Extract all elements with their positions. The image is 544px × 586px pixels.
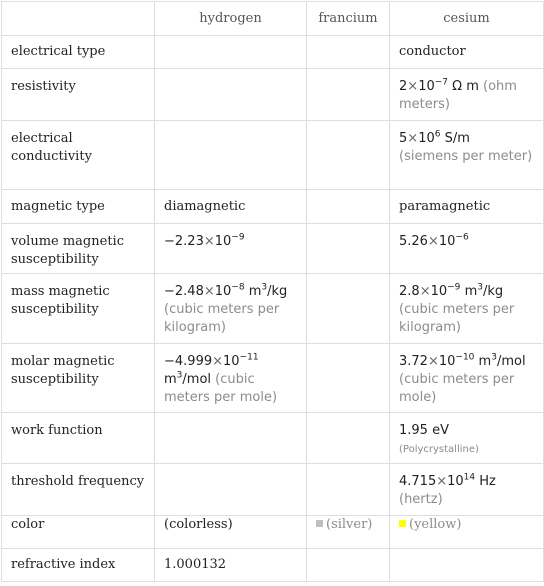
unit: S/m [444, 131, 470, 146]
unit-exponent: 3 [477, 282, 483, 293]
mantissa: 5.26 [399, 234, 428, 249]
cell-cesium [390, 344, 544, 413]
table-row [2, 224, 544, 274]
cell-francium [307, 516, 390, 549]
row-label: magnetic type [2, 190, 155, 224]
table-row [2, 464, 544, 516]
cell-francium [307, 69, 390, 121]
unit-suffix: /kg [482, 284, 504, 299]
times-sign: × [203, 284, 215, 299]
table-row [2, 344, 544, 413]
unit: m [478, 354, 492, 369]
cell-francium [307, 344, 390, 413]
table-row [2, 121, 544, 190]
note: (Polycrystalline) [399, 444, 479, 455]
exponent: 14 [463, 472, 476, 483]
value [399, 413, 534, 459]
unit-suffix: /mol [496, 354, 526, 369]
table-row [2, 413, 544, 464]
exponent: −6 [455, 232, 469, 243]
row-label-text: threshold frequency [11, 474, 145, 489]
cell-cesium [390, 274, 544, 344]
cell-cesium: conductor [390, 36, 544, 69]
cell-hydrogen [155, 464, 307, 516]
table-row [2, 190, 544, 224]
row-label [2, 69, 155, 121]
row-label-text: volume magnetic susceptibility [11, 234, 124, 267]
header-francium: francium [307, 2, 390, 36]
unit: m [164, 372, 177, 387]
silver-swatch-icon [316, 520, 323, 527]
cell-francium [307, 190, 390, 224]
cell-hydrogen: diamagnetic [155, 190, 307, 224]
mantissa: 4.715 [399, 474, 437, 489]
color-value: (yellow) [409, 517, 462, 532]
unit: Ω m [452, 79, 479, 94]
unit-suffix: /mol [182, 372, 212, 387]
cell-cesium [390, 516, 544, 549]
row-label: refractive index [2, 549, 155, 582]
ten: 10 [223, 354, 240, 369]
exponent: −8 [231, 282, 245, 293]
exponent: −11 [239, 352, 259, 363]
unit-description: (cubic meters per mole) [164, 372, 278, 405]
value [164, 344, 297, 407]
times-sign: × [407, 131, 419, 146]
ten: 10 [418, 79, 435, 94]
cell-cesium [390, 224, 544, 274]
header-hydrogen: hydrogen [155, 2, 307, 36]
cell-hydrogen [155, 344, 307, 413]
value [399, 344, 534, 407]
mantissa: −2.23 [164, 234, 204, 249]
exponent: −7 [434, 77, 449, 88]
table-row [2, 549, 544, 582]
header-row [2, 2, 544, 36]
unit-exponent: 3 [176, 370, 183, 381]
unit-exponent: 3 [261, 282, 268, 293]
cell-hydrogen [155, 413, 307, 464]
row-label-text: electrical conductivity [11, 131, 92, 164]
times-sign: × [203, 234, 215, 249]
exponent: −9 [231, 232, 245, 243]
cell-cesium [390, 464, 544, 516]
unit-suffix: /kg [267, 284, 288, 299]
row-label-text: work function [11, 423, 103, 438]
ten: 10 [214, 284, 232, 299]
cell-cesium: paramagnetic [390, 190, 544, 224]
cell-hydrogen: (colorless) [155, 516, 307, 549]
row-label-text: resistivity [11, 79, 76, 94]
ten: 10 [418, 131, 435, 146]
row-label: color [2, 516, 155, 549]
table-row [2, 36, 544, 69]
times-sign: × [407, 79, 419, 94]
cell-cesium [390, 549, 544, 582]
cell-francium [307, 274, 390, 344]
ten: 10 [438, 234, 456, 249]
unit: m [464, 284, 478, 299]
value [399, 274, 534, 337]
mantissa: 2.8 [399, 284, 420, 299]
color-value: (silver) [326, 517, 373, 532]
row-label [2, 121, 155, 190]
row-label [2, 344, 155, 413]
mantissa: 5 [399, 131, 408, 146]
cell-hydrogen [155, 121, 307, 190]
cell-francium [307, 224, 390, 274]
header-empty [2, 2, 155, 36]
cell-cesium [390, 69, 544, 121]
mantissa: −2.48 [164, 284, 204, 299]
cell-hydrogen [155, 69, 307, 121]
row-label [2, 274, 155, 344]
cell-hydrogen [155, 224, 307, 274]
ten: 10 [430, 284, 448, 299]
row-label [2, 413, 155, 464]
times-sign: × [427, 354, 439, 369]
unit-description: (ohm meters) [399, 79, 517, 112]
unit-exponent: 3 [491, 352, 497, 363]
ten: 10 [438, 354, 456, 369]
unit-description: (hertz) [399, 492, 443, 507]
row-label-text: molar magnetic susceptibility [11, 354, 115, 387]
work-function-value: 1.95 eV [399, 423, 449, 438]
table-row [2, 69, 544, 121]
cell-hydrogen: 1.000132 [155, 549, 307, 582]
times-sign: × [436, 474, 448, 489]
times-sign: × [212, 354, 224, 369]
value [164, 224, 297, 251]
cell-hydrogen [155, 274, 307, 344]
unit: m [248, 284, 262, 299]
unit-description: (cubic meters per kilogram) [399, 302, 515, 335]
exponent: −10 [455, 352, 475, 363]
row-label-text: mass magnetic susceptibility [11, 284, 110, 317]
row-label: electrical type [2, 36, 155, 69]
cell-cesium [390, 121, 544, 190]
header-cesium: cesium [390, 2, 544, 36]
exponent: 6 [434, 129, 441, 140]
yellow-swatch-icon [399, 520, 406, 527]
value [399, 69, 534, 114]
value [164, 274, 297, 337]
row-label [2, 464, 155, 516]
cell-francium [307, 413, 390, 464]
value [399, 224, 534, 251]
cell-francium [307, 464, 390, 516]
times-sign: × [427, 234, 439, 249]
row-label [2, 224, 155, 274]
table-row [2, 274, 544, 344]
cell-francium [307, 36, 390, 69]
properties-table [1, 1, 544, 582]
cell-hydrogen [155, 36, 307, 69]
unit-description: (siemens per meter) [399, 149, 533, 164]
value [399, 121, 534, 166]
cell-francium [307, 121, 390, 190]
mantissa: 2 [399, 79, 408, 94]
mantissa: 3.72 [399, 354, 428, 369]
times-sign: × [419, 284, 431, 299]
cell-francium [307, 549, 390, 582]
ten: 10 [214, 234, 232, 249]
table-row [2, 516, 544, 549]
value [399, 464, 534, 509]
unit: Hz [479, 474, 496, 489]
ten: 10 [447, 474, 464, 489]
cell-cesium [390, 413, 544, 464]
exponent: −9 [447, 282, 461, 293]
mantissa: −4.999 [164, 354, 213, 369]
unit-description: (cubic meters per mole) [399, 372, 515, 405]
unit-description: (cubic meters per kilogram) [164, 302, 280, 335]
